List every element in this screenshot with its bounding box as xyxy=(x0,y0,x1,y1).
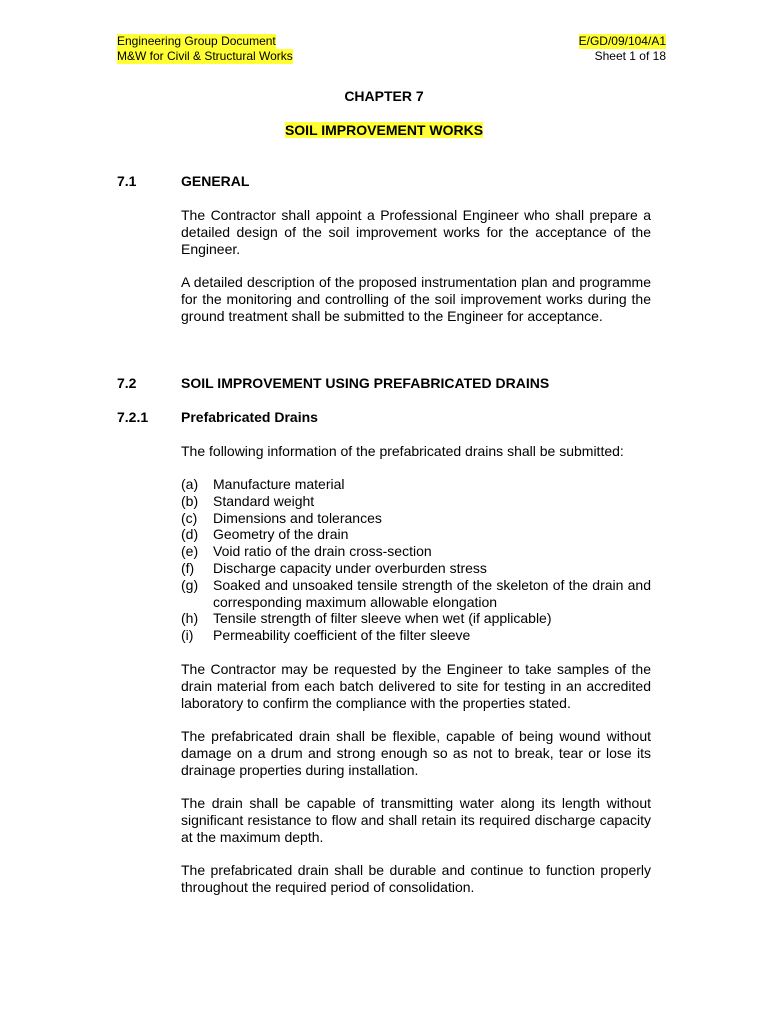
list-item-text: Standard weight xyxy=(213,492,315,509)
paragraph-sampling: The Contractor may be requested by the Engineer to take samples of the drain material from each batch delivered to site for testing in an accredited laboratory to confirm the compliance with the properties stated. xyxy=(181,661,651,711)
paragraph-discharge: The drain shall be capable of transmitting water along its length without significant resistance to flow and shall retain its required discharge capacity at the maximum depth. xyxy=(181,795,651,845)
list-item-label: (d) xyxy=(181,526,199,543)
list-item xyxy=(181,543,651,560)
list-item-text: Permeability coefficient of the filter sleeve xyxy=(213,627,471,644)
list-item xyxy=(181,493,651,510)
list-item-text: Tensile strength of filter sleeve when wet (if applicable) xyxy=(213,610,552,627)
paragraph-general-1: The Contractor shall appoint a Professional Engineer who shall prepare a detailed design of the soil improvement works for the acceptance of the Engineer. xyxy=(181,207,651,257)
list-item-text: Geometry of the drain xyxy=(213,526,349,543)
section-title-general: GENERAL xyxy=(181,173,250,189)
list-item xyxy=(181,627,651,644)
list-item xyxy=(181,577,651,611)
header-document-code: E/GD/09/104/A1 xyxy=(578,34,666,48)
list-item xyxy=(181,560,651,577)
chapter-title-wrap xyxy=(0,122,768,139)
list-item-label: (f) xyxy=(181,559,195,576)
list-item-text: Manufacture material xyxy=(213,476,345,492)
paragraph-general-2: A detailed description of the proposed instrumentation plan and programme for the monitoring and controlling of the soil improvement works during the ground treatment shall be submitted to the Engineer for acceptance. xyxy=(181,274,651,324)
header-sheet-number: Sheet 1 of 18 xyxy=(594,49,666,63)
list-item-text: Discharge capacity under overburden stress xyxy=(213,559,487,576)
chapter-title: SOIL IMPROVEMENT WORKS xyxy=(284,122,484,138)
section-title-prefabricated-drains-method: SOIL IMPROVEMENT USING PREFABRICATED DRAINS xyxy=(181,375,550,391)
list-item-label: (e) xyxy=(181,543,199,560)
list-item-label: (g) xyxy=(181,576,199,593)
paragraph-durability: The prefabricated drain shall be durable and continue to function properly throughout the required period of consolidation. xyxy=(181,862,651,895)
paragraph-flexibility: The prefabricated drain shall be flexible, capable of being wound without damage on a drum and strong enough so as not to break, tear or lose its drainage properties during installation. xyxy=(181,728,651,778)
section-number-7-2: 7.2 xyxy=(117,375,137,391)
header-document-type: Engineering Group Document xyxy=(117,34,276,48)
section-number-7-2-1: 7.2.1 xyxy=(117,409,149,425)
list-item-text: Dimensions and tolerances xyxy=(213,509,382,526)
list-item-text: Void ratio of the drain cross-section xyxy=(213,543,432,560)
list-item-label: (a) xyxy=(181,476,199,492)
section-title-prefabricated-drains: Prefabricated Drains xyxy=(181,409,318,425)
list-item-label: (c) xyxy=(181,509,198,526)
section-number-7-1: 7.1 xyxy=(117,173,137,189)
list-item-label: (h) xyxy=(181,610,199,627)
header-document-subject: M&W for Civil & Structural Works xyxy=(117,49,293,63)
list-item xyxy=(181,476,651,493)
list-item-label: (b) xyxy=(181,492,199,509)
list-item xyxy=(181,610,651,627)
paragraph-info-intro: The following information of the prefabricated drains shall be submitted: xyxy=(181,443,624,459)
submission-requirements-list xyxy=(181,476,651,644)
list-item-label: (i) xyxy=(181,627,194,644)
chapter-number: CHAPTER 7 xyxy=(344,88,424,104)
list-item-text: Soaked and unsoaked tensile strength of the skeleton of the drain and corresponding maximum allowable elongation xyxy=(213,576,651,610)
list-item xyxy=(181,526,651,543)
list-item xyxy=(181,510,651,527)
